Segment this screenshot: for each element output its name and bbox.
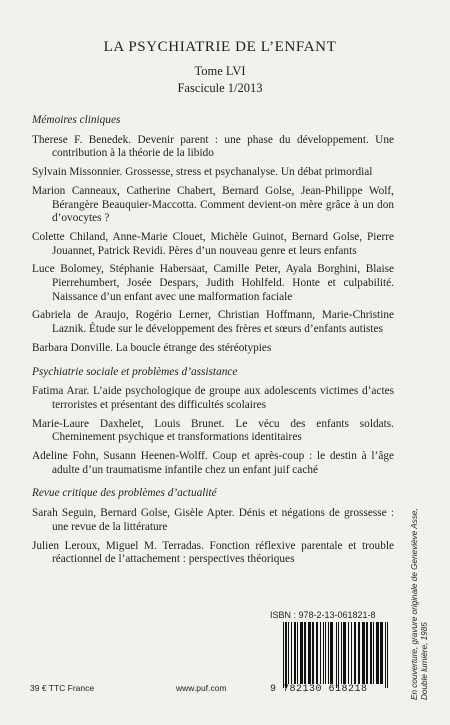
toc-entry: Sylvain Missonnier. Grossesse, stress et psychanalyse. Un débat primordial <box>32 166 373 179</box>
barcode-bar <box>323 622 324 684</box>
barcode-digits: 9 782130 618218 <box>270 684 368 695</box>
barcode-bar <box>283 622 284 688</box>
toc-entry: Adeline Fohn, Susann Heenen-Wolff. Coup et après-coup : le destin à l’âge adulte d’un traumatisme infantile chez un enfant juif caché <box>32 450 394 476</box>
toc-entry: Luce Bolomey, Stéphanie Habersaat, Camille Peter, Ayala Borghini, Blaise Pierrehumbert, Josée Despars, Judith Hohlfeld. Honte et culpabilité. Naissance d’un enfant avec une malformation faciale <box>32 263 394 303</box>
toc-entry: Marion Canneaux, Catherine Chabert, Bernard Golse, Jean-Philippe Wolf, Bérangère Beauquier-Maccotta. Comment devient-on mère grâce à un don d’ovocytes ? <box>32 184 394 225</box>
toc-entry: Colette Chiland, Anne-Marie Clouet, Michèle Guinot, Bernard Golse, Pierre Jouannet, Patrick Revidi. Pères d’un nouveau genre et leurs enfants <box>32 230 394 257</box>
barcode-bar <box>366 622 368 684</box>
barcode-bar <box>328 622 329 684</box>
toc-entry: Marie-Laure Daxhelet, Louis Brunet. Le vécu des enfants soldats. Cheminement psychique et transformations identitaires <box>32 417 394 444</box>
barcode-bar <box>348 622 350 684</box>
credit-line: Double lumière, 1985 <box>420 622 429 700</box>
journal-title: LA PSYCHIATRIE DE L’ENFANT <box>103 39 337 55</box>
barcode-bar <box>358 622 360 684</box>
section-title: Revue critique des problèmes d’actualité <box>32 487 217 500</box>
barcode-bar <box>316 622 318 684</box>
price-label: 39 € TTC France <box>30 683 95 693</box>
table-of-contents <box>32 114 394 572</box>
barcode-bar <box>370 622 372 684</box>
barcode-bar <box>351 622 352 684</box>
barcode-bar <box>325 622 326 684</box>
barcode-bar <box>387 622 388 688</box>
barcode-bar <box>343 622 345 684</box>
barcode-bars <box>283 622 399 684</box>
cover-credit <box>410 490 430 700</box>
barcode-bar <box>380 622 382 684</box>
section-title: Mémoires cliniques <box>32 114 121 126</box>
journal-header <box>60 38 380 97</box>
toc-entry: Gabriela de Araujo, Rogério Lerner, Christian Hoffmann, Marie-Christine Laznik. Étude sur le développement des frères et sœurs d’enfants autistes <box>32 309 394 336</box>
fascicule-label: Fascicule 1/2013 <box>177 81 263 95</box>
barcode-bar <box>320 622 321 684</box>
barcode-bar <box>297 622 298 684</box>
barcode-bar <box>341 622 342 684</box>
website-label: www.puf.com <box>176 683 227 693</box>
barcode-bar <box>291 622 292 684</box>
barcode-bar <box>285 622 286 688</box>
barcode-bar <box>373 622 374 684</box>
barcode-bar <box>312 622 314 684</box>
tome-label: Tome LVI <box>194 64 246 78</box>
barcode-bar <box>362 622 365 684</box>
isbn-label: ISBN : 978-2-13-061821-8 <box>270 610 376 620</box>
barcode <box>270 622 410 698</box>
barcode-bar <box>288 622 289 684</box>
barcode-bar <box>376 622 379 684</box>
barcode-bar <box>304 622 306 684</box>
barcode-bar <box>385 622 386 688</box>
barcode-bar <box>294 622 296 684</box>
barcode-bar <box>336 622 337 688</box>
toc-entry: Fatima Arar. L’aide psychologique de groupe aux adolescents victimes d’actes terroristes et présentant des difficultés scolaires <box>32 385 394 411</box>
barcode-bar <box>354 622 357 684</box>
credit-line: En couverture, gravure originale de Geneviève Asse, <box>410 508 419 700</box>
barcode-bar <box>330 622 332 684</box>
toc-entry: Therese F. Benedek. Devenir parent : une phase du développement. Une contribution à la théorie de la libido <box>32 133 394 160</box>
toc-entry: Sarah Seguin, Bernard Golse, Gisèle Apter. Dénis et négations de grossesse : une revue de la littérature <box>32 507 394 533</box>
toc-entry: Barbara Donville. La boucle étrange des stéréotypies <box>32 341 272 354</box>
toc-entry: Julien Leroux, Miguel M. Terradas. Fonction réflexive parentale et trouble réactionnel de l’attachement : perspectives théoriques <box>32 539 394 566</box>
barcode-bar <box>338 622 339 688</box>
barcode-bar <box>308 622 311 684</box>
section-title: Psychiatrie sociale et problèmes d’assistance <box>32 365 238 378</box>
barcode-bar <box>300 622 303 684</box>
